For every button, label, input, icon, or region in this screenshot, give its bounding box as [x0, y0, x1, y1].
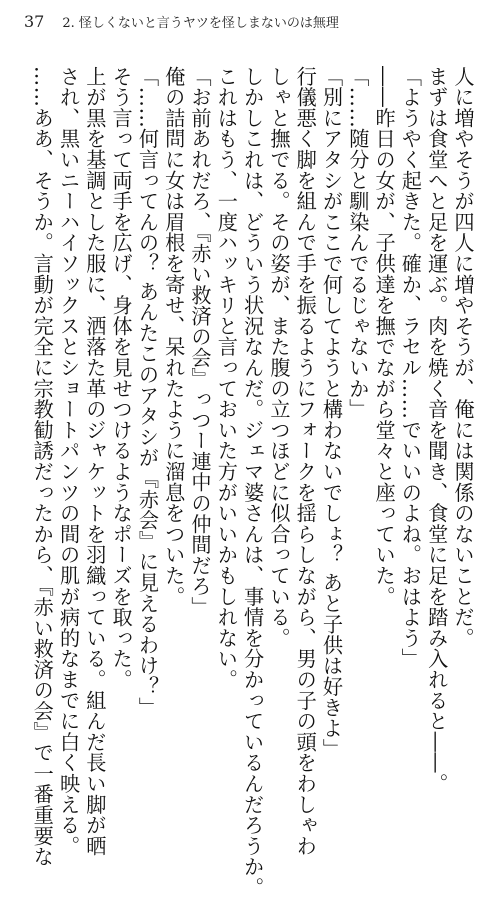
text-line: 「……何言ってんの？ あんたこのアタシが『赤会』に見えるわけ？」 — [135, 66, 160, 718]
text-line: これはもう、一度ハッキリと言っておいた方がいいかもしれない。 — [214, 66, 239, 690]
vertical-body-text — [16, 66, 476, 898]
text-line: 「別にアタシがここで何してようと構わないでしょ？ あと子供は好きよ」 — [319, 66, 344, 760]
text-line: ――昨日の女が、子供達を撫でながら堂々と座っていた。 — [372, 66, 397, 607]
text-line: され、黒いニーハイソックスとショートパンツの間の肌が病的なまでに白く映える。 — [56, 66, 81, 857]
running-header — [24, 12, 484, 31]
chapter-title: 2. 怪しくないと言うヤツを怪しまないのは無理 — [62, 16, 339, 31]
text-line: ……ああ、そうか。言動が完全に宗教勧誘だったから、『赤い救済の会』で一番重要な — [30, 66, 55, 868]
text-line: 行儀悪く脚を組んで手を振るようにフォークを揺らしながら、男の子の頭をわしゃわ — [293, 66, 318, 857]
text-line: そう言って両手を広げ、身体を見せつけるようなポーズを取った。 — [109, 66, 134, 690]
text-line: 俺の詰問に女は眉根を寄せ、呆れたように溜息をついた。 — [161, 66, 186, 607]
text-line: 「お前あれだろ、『赤い救済の会』っつー連中の仲間だろ」 — [188, 66, 213, 618]
text-line: しゃと撫でる。その姿が、また腹の立つほどに似合っている。 — [266, 66, 291, 649]
page-number: 37 — [24, 12, 45, 31]
text-line: 人に増やそうが四人に増やそうが、俺には関係のないことだ。 — [451, 66, 475, 649]
text-line: しかしこれは、どういう状況なんだ。ジェマ婆さんは、事情を分かっているんだろうか。 — [240, 66, 265, 898]
text-line: 上が黒を基調とした服に、洒落た革のジャケットを羽織っている。組んだ長い脚が晒 — [82, 66, 107, 857]
text-line: 「ようやく起きた。確か、ラセル……でいいのよね。おはよう」 — [398, 66, 423, 670]
text-line: 「……随分と馴染んでるじゃないか」 — [345, 66, 370, 420]
text-line: まずは食堂へと足を運ぶ。肉を焼く音を聞き、食堂に足を踏み入れると――。 — [424, 66, 449, 794]
